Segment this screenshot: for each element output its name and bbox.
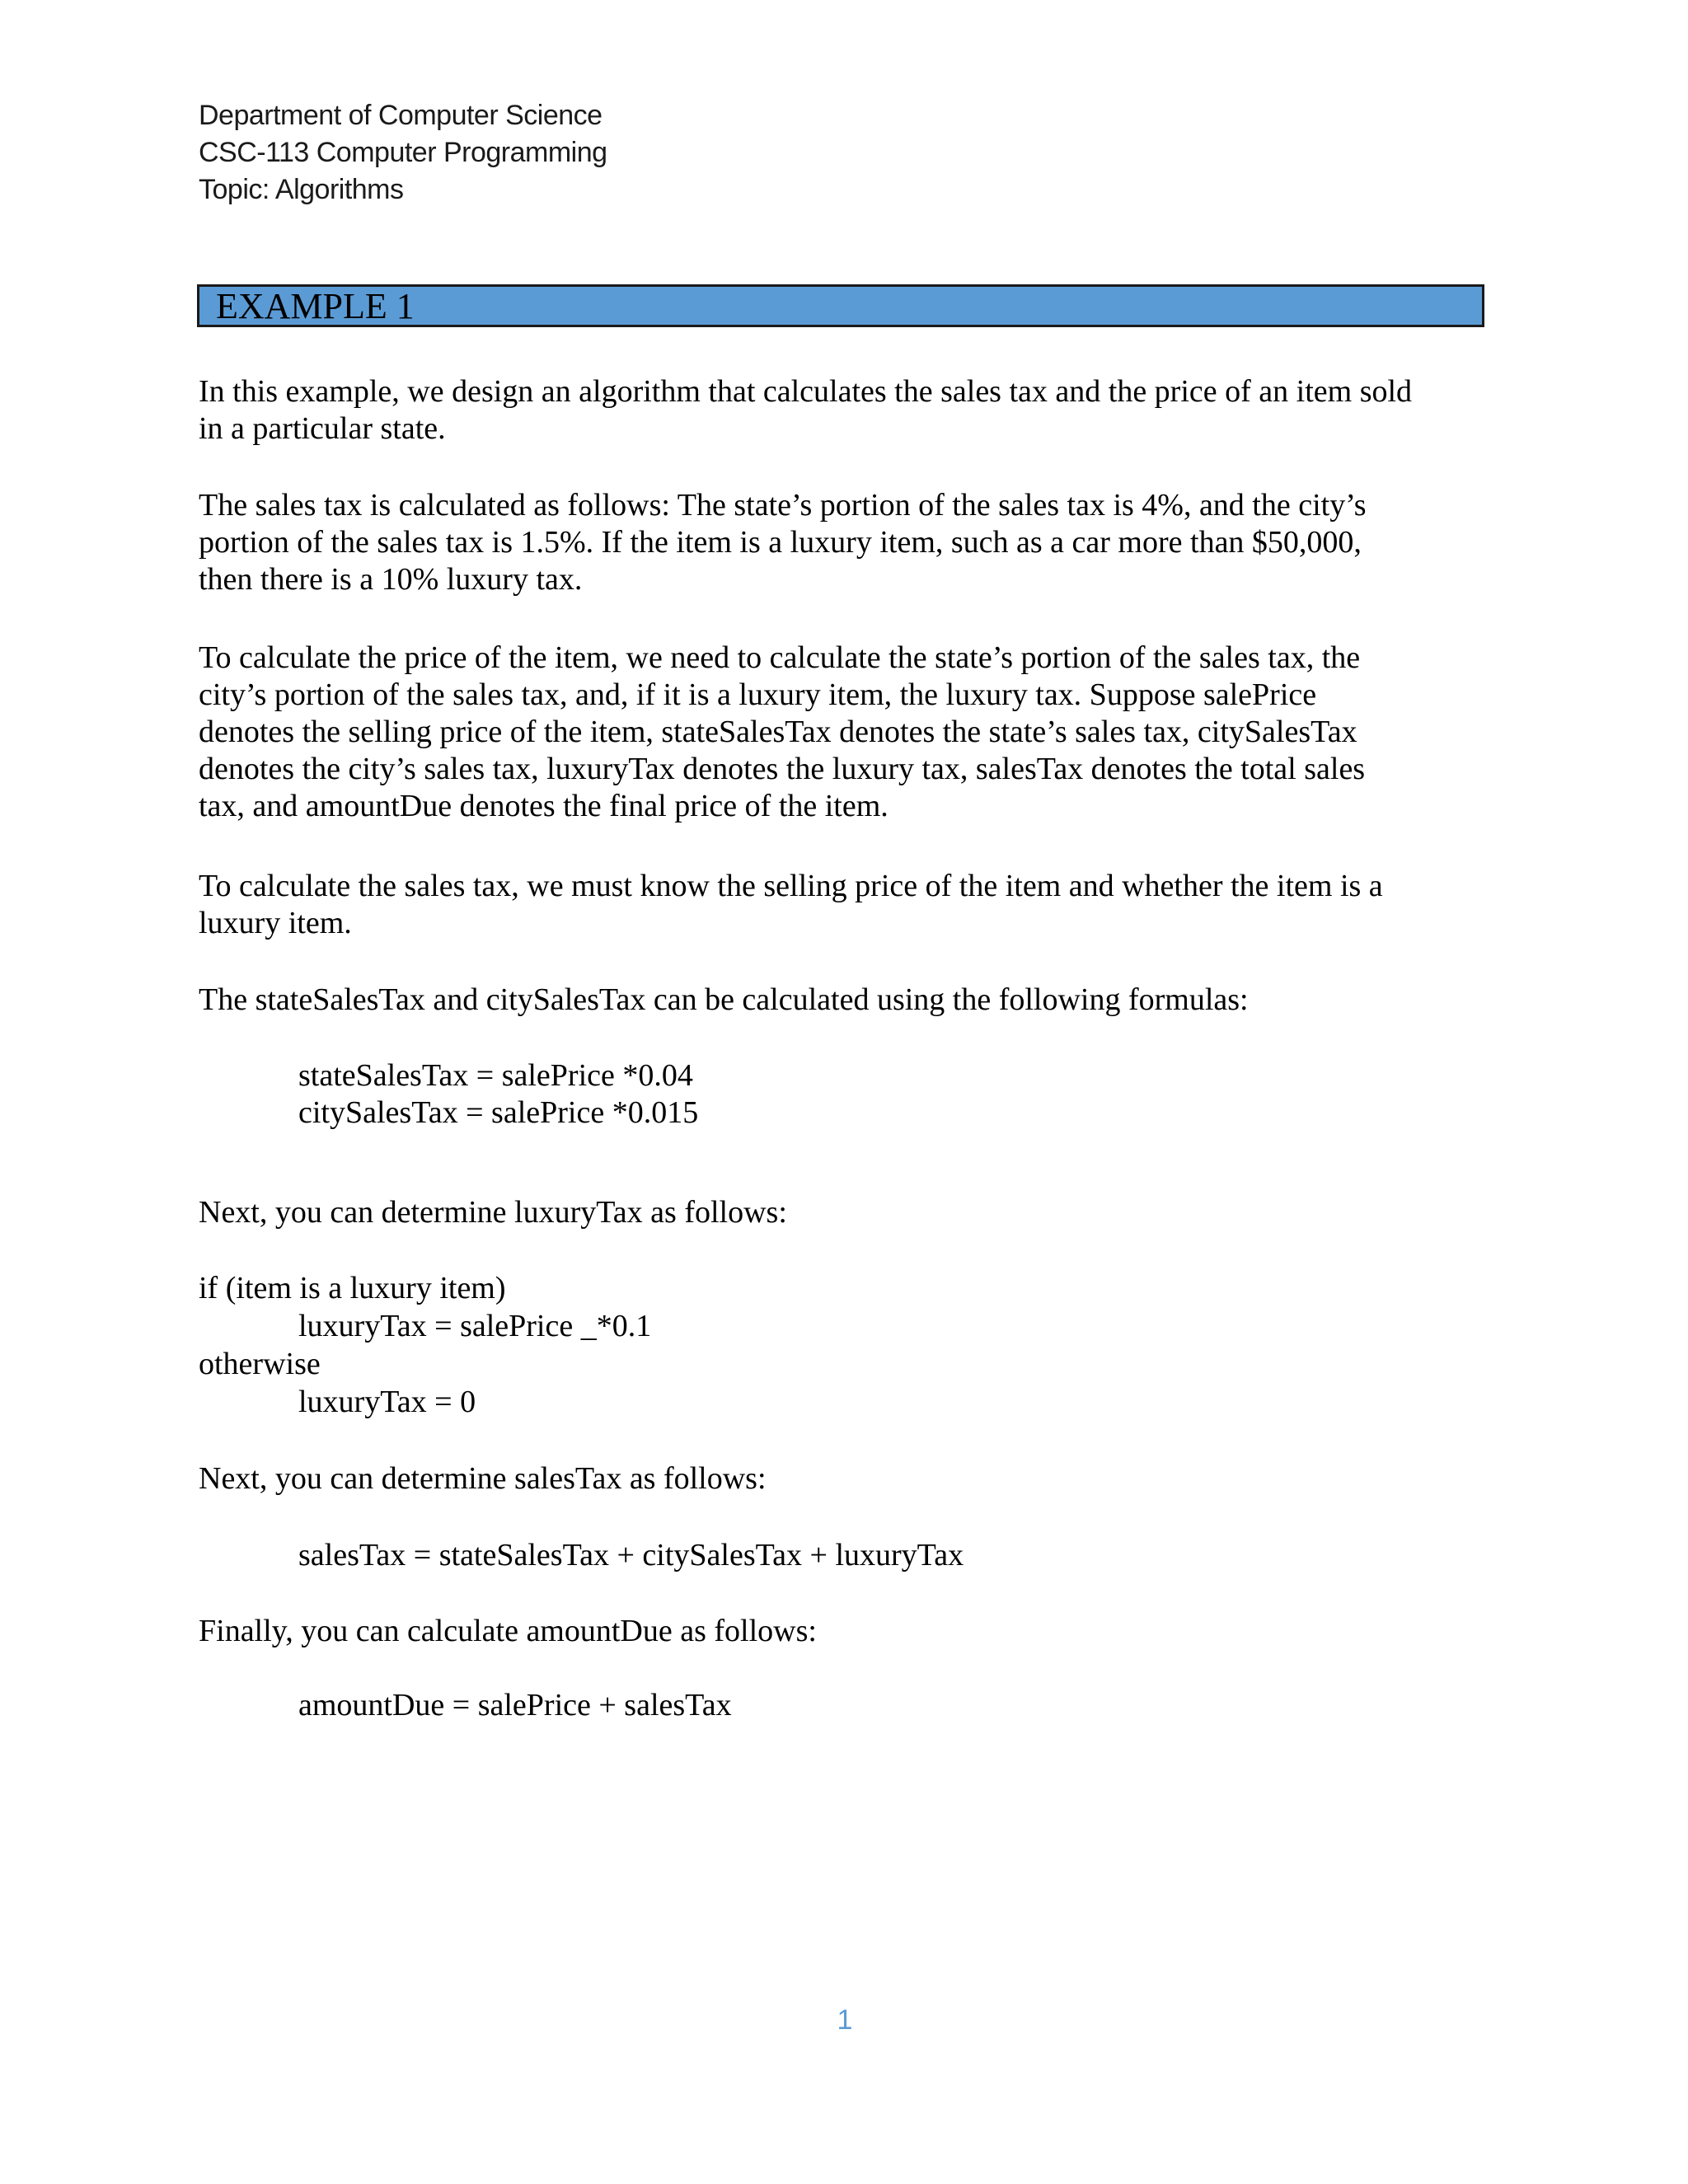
page-number: 1 xyxy=(837,2004,853,2036)
intro-paragraph xyxy=(199,373,1501,448)
variables-line: city’s portion of the sales tax, and, if it is a luxury item, the luxury tax. Suppose salePrice xyxy=(199,677,1317,712)
example-heading-bar xyxy=(197,284,1484,327)
tax-rules-line: portion of the sales tax is 1.5%. If the item is a luxury item, such as a car more than $50,000, xyxy=(199,525,1362,560)
intro-line: In this example, we design an algorithm that calculates the sales tax and the price of an item sold xyxy=(199,374,1413,409)
tax-rules-line: then there is a 10% luxury tax. xyxy=(199,562,583,597)
amount-formula: amountDue = salePrice + salesTax xyxy=(298,1688,732,1722)
department-line: Department of Computer Science xyxy=(199,100,603,131)
variables-paragraph xyxy=(199,640,1501,825)
luxury-intro: Next, you can determine luxuryTax as follows: xyxy=(199,1195,787,1230)
formula-state-tax: stateSalesTax = salePrice *0.04 xyxy=(298,1058,693,1093)
document-header xyxy=(199,97,607,209)
tax-rules-line: The sales tax is calculated as follows: The state’s portion of the sales tax is 4%, and the city’s xyxy=(199,488,1367,523)
salestax-formula: salesTax = stateSalesTax + citySalesTax + luxuryTax xyxy=(298,1538,964,1572)
variables-line: tax, and amountDue denotes the final price of the item. xyxy=(199,789,889,823)
luxury-if-line: if (item is a luxury item) xyxy=(199,1271,506,1305)
formula-city-tax: citySalesTax = salePrice *0.015 xyxy=(298,1095,699,1130)
variables-line: denotes the city’s sales tax, luxuryTax denotes the luxury tax, salesTax denotes the total sales xyxy=(199,752,1366,786)
course-line: CSC-113 Computer Programming xyxy=(199,137,607,168)
need-to-know-paragraph xyxy=(199,868,1501,942)
need-to-know-line: luxury item. xyxy=(199,906,352,940)
intro-line: in a particular state. xyxy=(199,411,446,446)
luxury-then-line: luxuryTax = salePrice _*0.1 xyxy=(298,1309,652,1343)
topic-line: Topic: Algorithms xyxy=(199,174,404,205)
variables-line: To calculate the price of the item, we need to calculate the state’s portion of the sales tax, the xyxy=(199,640,1361,675)
tax-rules-paragraph xyxy=(199,487,1501,598)
luxury-else-line: luxuryTax = 0 xyxy=(298,1385,476,1419)
amount-intro: Finally, you can calculate amountDue as follows: xyxy=(199,1614,817,1648)
salestax-intro: Next, you can determine salesTax as follows: xyxy=(199,1461,767,1496)
formulas-intro: The stateSalesTax and citySalesTax can be calculated using the following formulas: xyxy=(199,982,1249,1017)
need-to-know-line: To calculate the sales tax, we must know the selling price of the item and whether the item is a xyxy=(199,869,1383,903)
variables-line: denotes the selling price of the item, stateSalesTax denotes the state’s sales tax, citySalesTax xyxy=(199,715,1357,749)
luxury-otherwise-line: otherwise xyxy=(199,1347,321,1381)
example-heading: EXAMPLE 1 xyxy=(216,286,415,326)
